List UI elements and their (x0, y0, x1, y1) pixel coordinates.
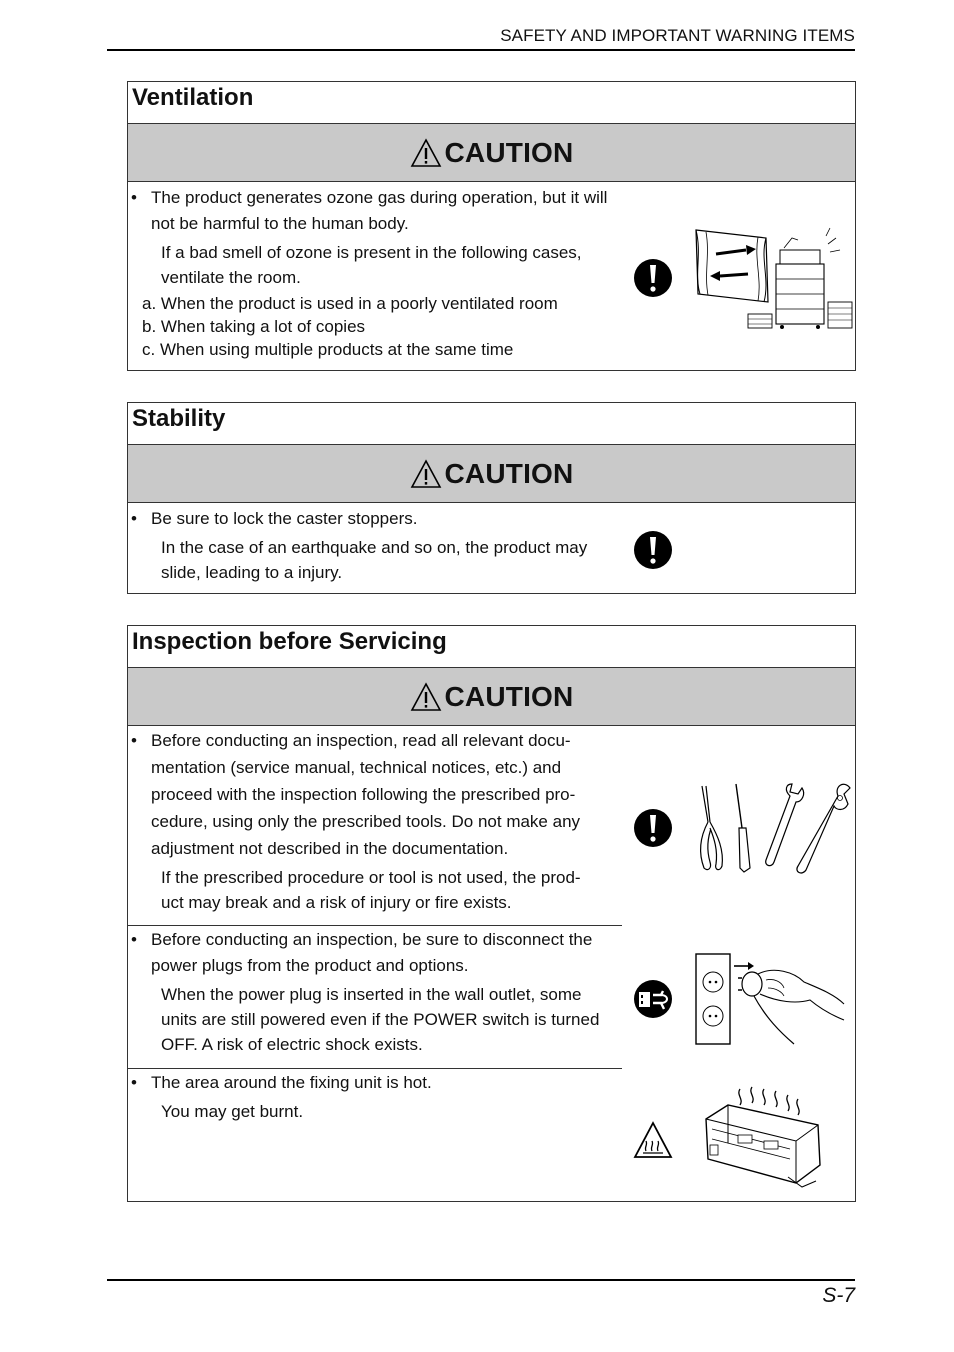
section-ventilation (127, 81, 856, 371)
mandatory-action-icon (633, 808, 673, 848)
section-title: Inspection before Servicing (128, 626, 855, 668)
unplug-outlet-illustration (694, 948, 846, 1048)
bullet: • (131, 930, 137, 949)
caution-label: CAUTION (444, 457, 574, 489)
condition-item: a. When the product is used in a poorly ventilated room (142, 294, 558, 313)
caution-banner (128, 668, 855, 726)
warning-row (128, 726, 855, 925)
condition-item: b. When taking a lot of copies (142, 317, 366, 336)
condition-item: c. When using multiple products at the same time (142, 340, 514, 359)
footer-rule (107, 1279, 855, 1281)
warning-note-line: uct may break and a risk of injury or fire exists. (161, 893, 512, 912)
mandatory-action-icon (633, 530, 673, 570)
warning-text: The area around the fixing unit is hot. (151, 1073, 432, 1092)
hot-surface-icon (633, 1121, 673, 1159)
hot-fixing-unit-illustration (698, 1085, 852, 1193)
section-title: Ventilation (128, 82, 855, 124)
section-title: Stability (128, 403, 855, 445)
warning-text: The product generates ozone gas during operation, but it will not be harmful to the human body. (151, 188, 608, 233)
warning-note: When the power plug is inserted in the wall outlet, some units are still powered even if the POWER switch is turned OFF. A risk of electric shock exists. (161, 985, 600, 1054)
ventilated-copier-illustration (688, 224, 856, 334)
bullet: • (131, 731, 137, 750)
warning-note: In the case of an earthquake and so on, the product may slide, leading to a injury. (161, 538, 588, 582)
warning-text (128, 727, 622, 862)
warning-row (128, 925, 622, 1068)
caution-banner (128, 124, 855, 182)
caution-banner (128, 445, 855, 503)
tools-illustration (694, 782, 852, 878)
warning-text: Be sure to lock the caster stoppers. (151, 509, 418, 528)
warning-item (128, 506, 622, 532)
warning-text-line: Before conducting an inspection, read all relevant docu- (151, 731, 571, 750)
warning-triangle-icon (410, 138, 442, 168)
bullet: • (131, 188, 137, 207)
unplug-icon (633, 979, 673, 1019)
warning-row (128, 1068, 622, 1200)
page-number: S-7 (822, 1284, 855, 1307)
warning-note-line: If the prescribed procedure or tool is not used, the prod- (161, 868, 581, 887)
warning-item (128, 927, 622, 979)
warning-text-line: proceed with the inspection following the prescribed pro- (151, 785, 576, 804)
bullet: • (131, 509, 137, 528)
warning-item (128, 185, 622, 237)
mandatory-action-icon (633, 258, 673, 298)
header-rule (107, 49, 855, 51)
section-stability (127, 402, 856, 594)
caution-label: CAUTION (444, 136, 574, 168)
warning-triangle-icon (410, 682, 442, 712)
warning-item (128, 727, 622, 862)
warning-note (128, 865, 622, 915)
section-inspection (127, 625, 856, 1202)
warning-text-line: cedure, using only the prescribed tools. Do not make any (151, 812, 581, 831)
warning-text-line: adjustment not described in the documentation. (151, 839, 509, 858)
warning-note: If a bad smell of ozone is present in the following cases, ventilate the room. (161, 243, 582, 287)
warning-triangle-icon (410, 459, 442, 489)
warning-item (128, 1070, 622, 1096)
caution-label: CAUTION (444, 680, 574, 712)
warning-text: Before conducting an inspection, be sure to disconnect the power plugs from the product and options. (151, 930, 593, 975)
bullet: • (131, 1073, 137, 1092)
warning-text-line: mentation (service manual, technical notices, etc.) and (151, 758, 562, 777)
warning-note: You may get burnt. (161, 1102, 304, 1121)
warning-row (128, 503, 855, 591)
page-header-title: SAFETY AND IMPORTANT WARNING ITEMS (500, 26, 855, 45)
warning-row (128, 182, 855, 368)
